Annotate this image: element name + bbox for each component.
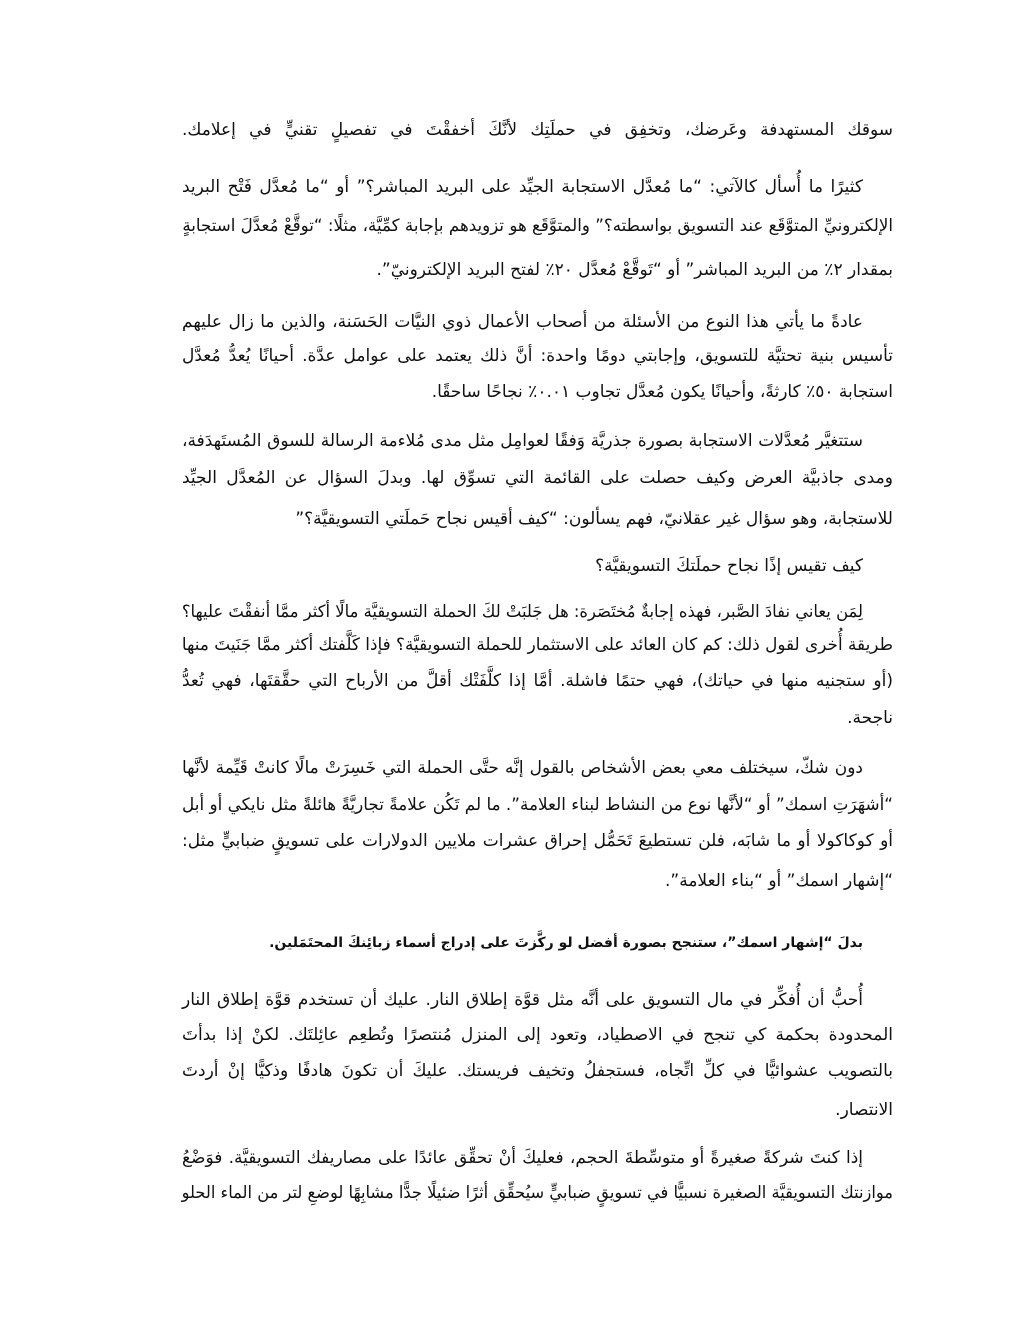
text-line: استجابة ٥٠٪ كارثةً، وأحيانًا يكون مُعدَّل تجاوب ٠.٠١٪ نجاحًا ساحقًا. — [431, 382, 893, 402]
text-line: الإلكترونيِّ المتوَّقَع عند التسويق بواسطته؟” والمتوَّقَع هو تزويدهم بإجابة كمِّيَّة، مثلًا: “توقَّعْ مُعدَّلَ استجابةٍ — [182, 216, 894, 236]
text-line: الانتصار. — [835, 1100, 893, 1120]
text-line: ومدى جاذبيَّة العرض وكيف حصلت على القائمة التي تسوِّق لها. وبدلَ السؤال عن المُعدَّل الجيِّد — [182, 468, 893, 488]
callout-text: بدلَ “إشهار اسمك”، ستنجح بصورة أفضل لو ركَّزتَ على إدراج أسماء زبائِنكَ المحتَمَلين. — [269, 935, 863, 951]
text-line: بمقدار ٢٪ من البريد المباشر” أو “تَوقَّعْ مُعدَّل ٢٠٪ لفتح البريد الإلكترونيّ”. — [376, 260, 893, 280]
text-line: بالتصويب عشوائيًّا في كلِّ اتِّجاه، فستجفلُ وتخيف فريستك. عليكَ أن تكونَ هادفًا وذكيًّا إنْ أردتَ — [182, 1061, 893, 1081]
text-line: عادةً ما يأتي هذا النوع من الأسئلة من أصحاب الأعمال ذوي النيَّات الحَسَنة، والذين ما زال عليهم — [182, 312, 863, 332]
section-heading: كيف تقيس إذًا نجاح حملَتكَ التسويقيَّة؟ — [595, 556, 863, 576]
text-line: طريقة أُخرى لقول ذلك: كم كان العائد على الاستثمار للحملة التسويقيَّة؟ فإذا كَلَّفتك أكثر ممَّا جَنَيتَ منها — [181, 635, 894, 655]
text-line: موازنتك التسويقيَّة الصغيرة نسبيًّا في تسويقٍ ضبابيٍّ سيُحقِّق أثرًا ضئيلًا جدًّا مشابِهًا لوضعِ لتر من الماء الحلو — [181, 1183, 893, 1203]
text-line: لِمَن يعاني نفادَ الصَّبر، فهذه إجابةٌ مُختَصَرة: هل جَلبَتْ لكَ الحملة التسويقيَّة مالًا أكثر ممَّا أنفقْتَ عليها؟ — [181, 602, 864, 622]
text-line: إذا كنتَ شركةً صغيرةً أو متوسِّطةَ الحجم، فعليكَ أنْ تحقِّق عائدًا على مصاريفك التسويقيَّة. فوَضْعُ — [182, 1148, 863, 1168]
text-line: للاستجابة، وهو سؤال غير عقلانيّ، فهم يسألون: “كيف أقيس نجاح حَملَتي التسويقيَّة؟” — [295, 509, 893, 529]
text-line: المحدودة بحكمة كي تنجح في الاصطياد، وتعود إلى المنزل مُنتصرًا وتُطعِم عائِلتَك. لكنْ إذا بدأتَ — [182, 1025, 893, 1045]
text-line: سوقك المستهدفة وعَرضك، وتخفِق في حملَتِك لأنَّكَ أخفقْتَ في تفصيلٍ تقنيٍّ في إعلامك. — [182, 120, 893, 140]
text-line: “أشهَرَتِ اسمك” أو “لأنَّها نوع من النشاط لبناء العلامة”. ما لم تَكُن علامةً تجاريَّةً هائلةً مثل نايكي أو أبل — [182, 795, 893, 815]
text-line: أو كوكاكولا أو ما شابَه، فلن تستطيعَ تَحَمُّل إحراق عشرات ملايين الدولارات على تسويقٍ ضبابيٍّ مثل: — [182, 831, 893, 851]
text-line: أُحبُّ أن أُفكِّر في مال التسويق على أنَّه مثل قوَّة إطلاق النار. عليك أن تستخدم قوَّة إطلاق النار — [182, 990, 863, 1010]
text-line: ناجحة. — [847, 708, 893, 728]
text-line: كثيرًا ما أُسأل كالآتي: “ما مُعدَّل الاستجابة الجيِّد على البريد المباشر؟” أو “ما مُعدَّل فَتْح البريد — [182, 177, 863, 197]
text-line: تأسيس بنية تحتيَّة للتسويق، وإجابتي دومًا واحدة: أنَّ ذلك يعتمد على عوامل عدَّة. أحيانًا يُعدُّ مُعدَّل — [182, 346, 893, 366]
text-line: “إشهار اسمك” أو “بناء العلامة”. — [665, 871, 893, 891]
text-line: (أو ستجنيه منها في حياتك)، فهي حتمًا فاشلة. أمَّا إذا كلَّفَتْك أقلَّ من الأرباح التي حقَّقتَها، فهي تُعدُّ — [182, 671, 893, 691]
text-line: دون شكّ، سيختلف معي بعض الأشخاص بالقول إنَّه حتَّى الحملة التي خَسِرَتْ مالًا كانتْ قَيِّمة لأنَّها — [182, 758, 863, 778]
text-line: ستتغيَّر مُعدَّلات الاستجابة بصورة جذريَّة وَفقًا لعوامِل مثل مدى مُلاءمة الرسالة للسوق المُستَهدَفة، — [182, 431, 863, 451]
